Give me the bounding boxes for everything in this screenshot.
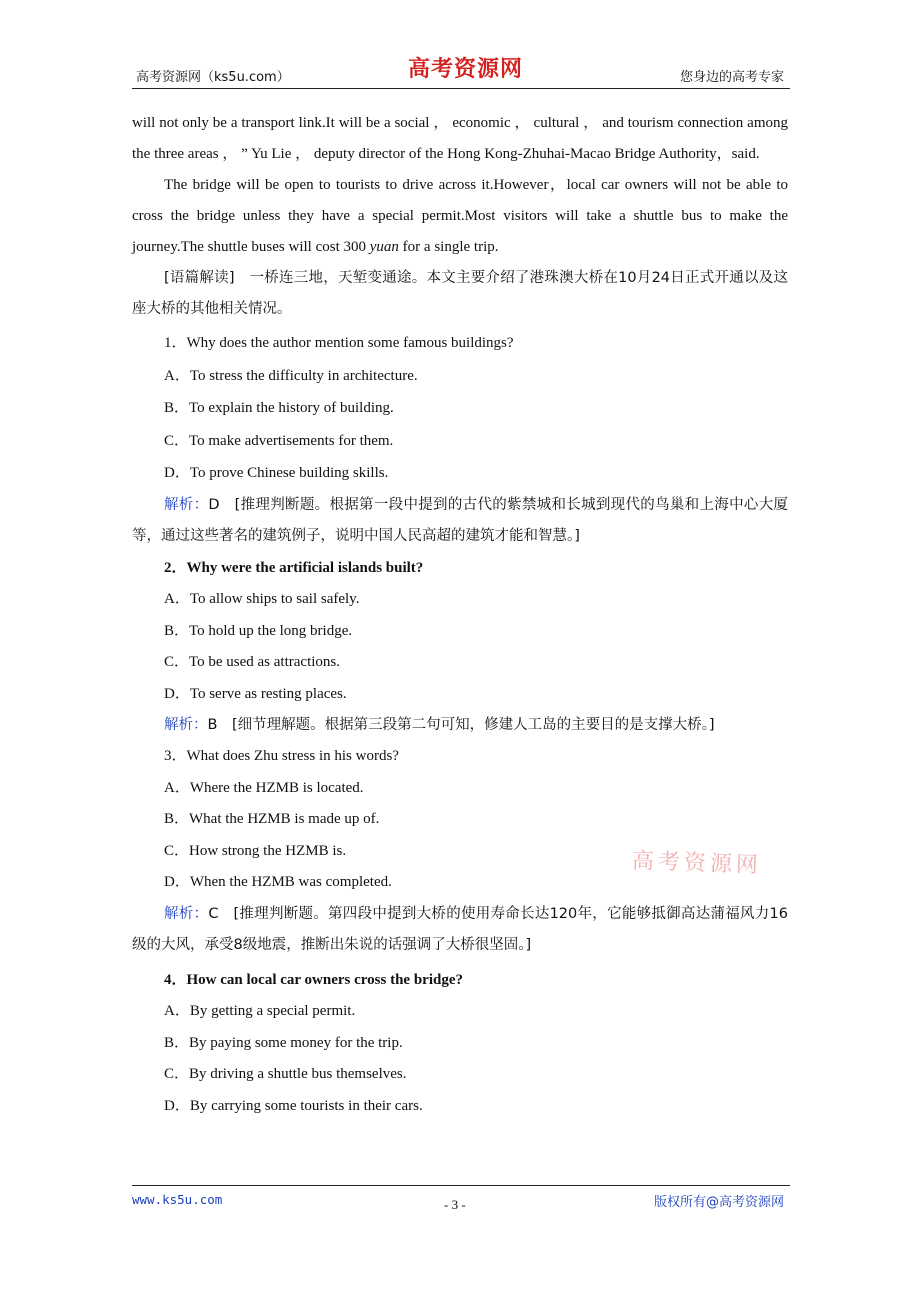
answer-explanation xyxy=(132,710,788,741)
passage-italic-word: yuan xyxy=(369,239,399,255)
option-a: A．To stress the difficulty in architecture. xyxy=(164,367,418,384)
passage-paragraph-2 xyxy=(132,170,788,263)
passage-paragraph-1: will not only be a transport link.It will be a social ， economic ， cultural ， and tourism connection among the three areas ， ” Yu Lie ， deputy director of the Hong Kong-Zhuhai-Macao Bridge Authority，said. xyxy=(132,115,788,162)
answer-text: D [推理判断题。根据第一段中提到的古代的紫禁城和长城到现代的鸟巢和上海中心大厦等，通过这些著名的建筑例子，说明中国人民高超的建筑才能和智慧。] xyxy=(132,496,788,544)
header-logo: 高考资源网 xyxy=(408,56,524,82)
passage-text: for a single trip. xyxy=(398,239,499,255)
question-1 xyxy=(132,327,788,552)
question-2 xyxy=(132,552,788,742)
passage-analysis xyxy=(132,263,788,325)
option-d: D．When the HZMB was completed. xyxy=(164,874,392,890)
footer-website-link[interactable]: www.ks5u.com xyxy=(132,1192,223,1207)
option-b: B．To hold up the long bridge. xyxy=(164,622,353,639)
answer-label: 解析： xyxy=(164,717,208,733)
passage-text: The bridge will be open to tourists to drive across it.However，local car owners will not be able to cross the bridge unless they have a special permit.Most visitors will take a shuttle bus to make the journey.The shuttle buses will cost 300 xyxy=(132,177,788,255)
header-site-name: 高考资源网（ks5u.com） xyxy=(136,70,290,85)
option-b: B．What the HZMB is made up of. xyxy=(164,811,380,827)
option-b: B．By paying some money for the trip. xyxy=(164,1034,403,1051)
option-c: C．By driving a shuttle bus themselves. xyxy=(164,1066,407,1082)
answer-label: 解析： xyxy=(164,905,209,922)
footer-copyright: 版权所有@高考资源网 xyxy=(653,1195,784,1210)
question-stem: 3．What does Zhu stress in his words? xyxy=(164,748,399,764)
question-stem: 4．How can local car owners cross the bridge? xyxy=(164,971,463,988)
watermark-logo: 高考资源网 xyxy=(631,848,763,879)
page-number: - 3 - xyxy=(444,1197,466,1212)
option-d: D．To prove Chinese building skills. xyxy=(164,465,389,481)
option-c: C．To be used as attractions. xyxy=(164,654,340,670)
document-body xyxy=(132,108,788,1122)
answer-text: C [推理判断题。第四段中提到大桥的使用寿命长达120年，它能够抵御高达蒲福风力16级的大风，承受8级地震，推断出朱说的话强调了大桥很坚固。] xyxy=(132,905,788,953)
option-a: A．To allow ships to sail safely. xyxy=(164,591,360,607)
option-c: C．To make advertisements for them. xyxy=(164,432,394,449)
analysis-label: [语篇解读] xyxy=(164,270,235,286)
option-a: A．Where the HZMB is located. xyxy=(164,779,364,796)
answer-label: 解析： xyxy=(164,496,209,513)
option-a: A．By getting a special permit. xyxy=(164,1003,356,1019)
header-slogan: 您身边的高考专家 xyxy=(679,70,784,85)
option-b: B．To explain the history of building. xyxy=(164,400,394,416)
question-4 xyxy=(132,965,788,1123)
option-c: C．How strong the HZMB is. xyxy=(164,842,347,859)
question-stem: 1．Why does the author mention some famous buildings? xyxy=(164,335,514,351)
option-d: D．By carrying some tourists in their cars. xyxy=(164,1097,423,1114)
answer-text: B [细节理解题。根据第三段第二句可知，修建人工岛的主要目的是支撑大桥。] xyxy=(207,717,715,733)
question-stem: 2．Why were the artificial islands built? xyxy=(164,559,424,576)
page-header xyxy=(132,52,790,89)
option-d: D．To serve as resting places. xyxy=(164,685,347,702)
analysis-text: 一桥连三地，天堑变通途。本文主要介绍了港珠澳大桥在10月24日正式开通以及这座大桥的其他相关情况。 xyxy=(132,270,788,317)
answer-explanation xyxy=(132,490,788,552)
answer-explanation xyxy=(132,899,788,961)
